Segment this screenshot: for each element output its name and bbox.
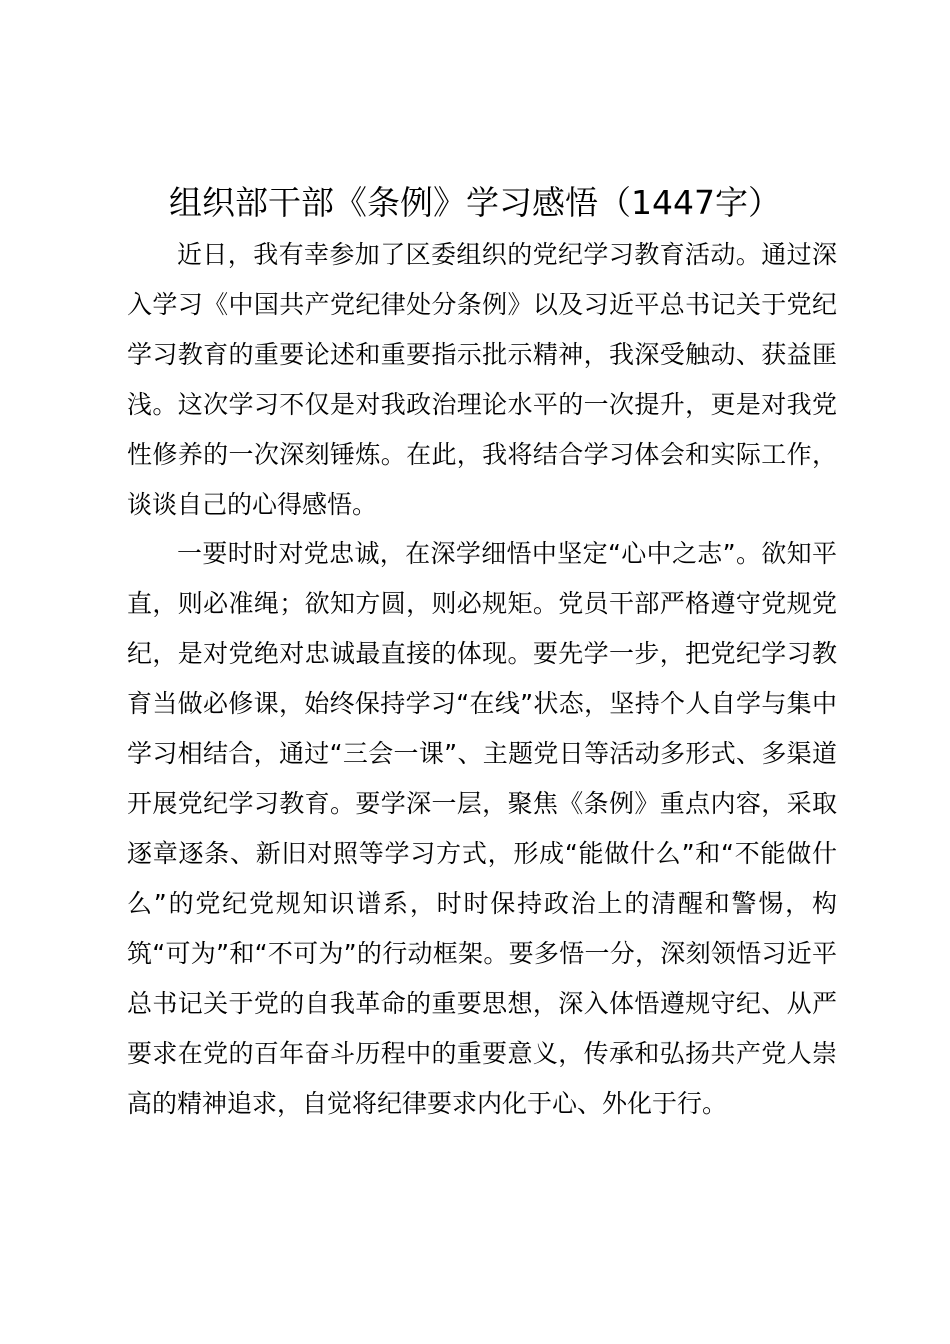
paragraph-intro: 近日，我有幸参加了区委组织的党纪学习教育活动。通过深入学习《中国共产党纪律处分条例》以及习近平总书记关于党纪学习教育的重要论述和重要指示批示精神，我深受触动、获益匪浅。这次学习不仅是对我政治理论水平的一次提升，更是对我党性修养的一次深刻锤炼。在此，我将结合学习体会和实际工作，谈谈自己的心得感悟。 [127, 240, 837, 519]
paragraph-point-one: 一要时时对党忠诚，在深学细悟中坚定“心中之志”。欲知平直，则必准绳；欲知方圆，则必规矩。党员干部严格遵守党规党纪，是对党绝对忠诚最直接的体现。要先学一步，把党纪学习教育当做必修课，始终保持学习“在线”状态，坚持个人自学与集中学习相结合，通过“三会一课”、主题党日等活动多形式、多渠道开展党纪学习教育。要学深一层，聚焦《条例》重点内容，采取逐章逐条、新旧对照等学习方式，形成“能做什么”和“不能做什么”的党纪党规知识谱系，时时保持政治上的清醒和警惕，构筑“可为”和“不可为”的行动框架。要多悟一分，深刻领悟习近平总书记关于党的自我革命的重要思想，深入体悟遵规守纪、从严要求在党的百年奋斗历程中的重要意义，传承和弘扬共产党人崇高的精神追求，自觉将纪律要求内化于心、外化于行。 [127, 539, 837, 1118]
document-title: 组织部干部《条例》学习感悟（1447字） [169, 183, 781, 222]
